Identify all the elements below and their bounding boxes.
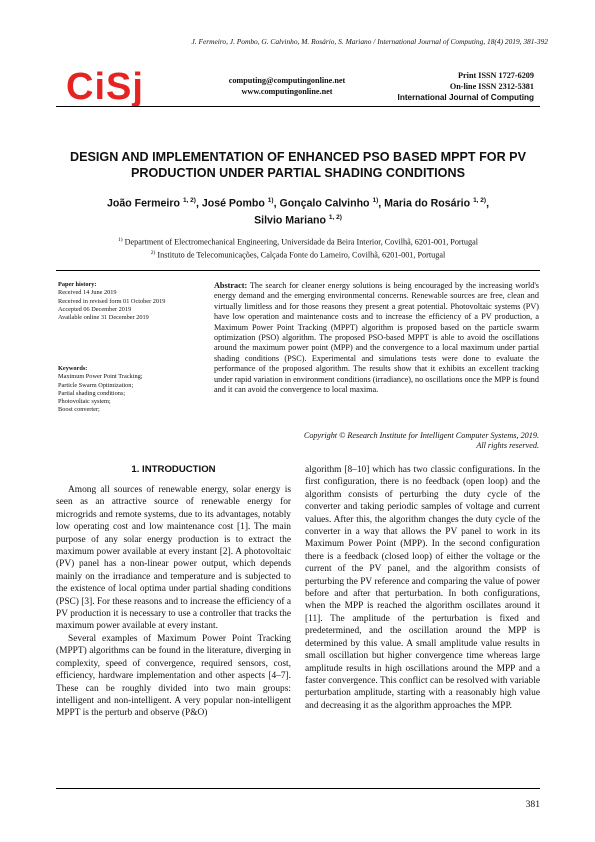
affiliation-mark: 1): [117, 237, 123, 243]
keywords: [58, 365, 198, 415]
author-affiliation-mark: 1): [267, 197, 274, 204]
front-matter-divider: [56, 270, 540, 271]
author-name: João Fermeiro: [106, 197, 180, 210]
contact-email[interactable]: computing@computingonline.net: [228, 76, 346, 85]
affiliation-mark: 2): [150, 249, 156, 256]
online-issn: On-line ISSN 2312-5381: [449, 82, 534, 91]
copyright-line: Copyright © Research Institute for Intelligent Computer Systems, 2019.: [303, 431, 539, 440]
keywords-title: Keywords:: [58, 365, 88, 372]
affiliations: [56, 235, 540, 260]
abstract-label: Abstract:: [214, 281, 248, 290]
copyright-line: All rights reserved.: [476, 441, 539, 451]
running-head: J. Fermeiro, J. Pombo, G. Calvinho, M. Rosário, S. Mariano / International Journal of Computing, 18(4) 2019, 381-392: [191, 37, 548, 46]
history-title: Paper history:: [58, 281, 97, 288]
journal-contact: [202, 75, 372, 97]
page-number: 381: [525, 799, 540, 810]
author-name: Silvio Mariano: [254, 214, 326, 227]
body-paragraph: Several examples of Maximum Power Point Tracking (MPPT) algorithms can be found in the literature, diverging in complexity, speed of convergence, required sensors, cost, efficiency, hardware implementation and other aspects [4–7]. These can be roughly divided into two main groups: intelligent and non-intelligent. A very popular non-intelligent MPPT is the perturb and observe (P&O): [56, 633, 291, 719]
keyword-item: Photovoltaic system;: [58, 398, 111, 406]
keyword-item: Partial shading conditions;: [58, 389, 126, 397]
abstract: [214, 281, 539, 395]
author-affiliation-mark: 1, 2): [473, 197, 487, 204]
history-item: Available online 31 December 2019: [58, 314, 149, 322]
author-affiliation-mark: 1, 2): [182, 197, 196, 204]
history-item: Received in revised form 01 October 2019: [58, 297, 166, 305]
paper-history: [58, 281, 198, 322]
copyright: [214, 431, 539, 452]
footer-divider: [56, 788, 540, 789]
keyword-item: Particle Swarm Optimization;: [58, 381, 134, 389]
logo-text: CiSj: [66, 66, 144, 106]
affiliation-line: [56, 235, 540, 248]
paper-title: DESIGN AND IMPLEMENTATION OF ENHANCED PSO BASED MPPT FOR PV PRODUCTION UNDER PARTIAL SHADING CONDITIONS: [70, 150, 526, 180]
issn-block: [372, 70, 534, 103]
journal-logo: [66, 66, 162, 106]
section-heading: 1. INTRODUCTION: [131, 464, 216, 475]
keyword-item: Boost converter;: [58, 406, 100, 414]
body-left-column: [56, 464, 291, 720]
journal-name: International Journal of Computing: [397, 93, 534, 102]
history-item: Received 14 June 2019: [58, 289, 117, 297]
author-name: Gonçalo Calvinho: [279, 197, 370, 210]
contact-website[interactable]: www.computingonline.net: [241, 87, 333, 96]
affiliation-line: [56, 248, 540, 261]
body-right-column: [305, 464, 540, 712]
abstract-text: The search for cleaner energy solutions is being encouraged by the increasing world's energy demand and the emerging environmental concerns. Renewable sources are free, clean and virtually limitless and for those reasons they present a great potential. Photovoltaic systems (PV) have low operation and maintenance costs and to increase the efficiency of a PV production, a Maximum Power Point Tracking (MPPT) algorithm is proposed based on the particle swarm optimization (PSO) algorithm. The proposed PSO-based MPPT is able to avoid the oscillations around the maximum power point (MPP) and the convergence to a local maximum under partial shading conditions (PSC). Experimental and simulations tests were done to evaluate the performance of the proposed algorithm. The results show that it exhibits an excellent tracking under rapid variation in environment conditions (irradiance), no oscillations once the MPP is found and it can avoid the convergence to local maxima.: [214, 281, 539, 395]
author-affiliation-mark: 1, 2): [328, 213, 342, 221]
body-paragraph: Among all sources of renewable energy, solar energy is seen as an attractive source of renewable energy for microgrids and remote systems, due to its advantages, notably low operating cost and low maintenance cost [1]. The main purpose of any solar energy production is to extract the maximum power available at every instant [2]. A photovoltaic (PV) panel has a non-linear power output, which depends mainly on the irradiance and temperature and is subjected to the existence of local optima under partial shading conditions (PSC) [3]. For these reasons and to increase the efficiency of a PV production it is necessary to use a controller that tracks the maximum power available at every instant.: [56, 485, 291, 632]
affiliation-text: Department of Electromechanical Engineering, Universidade da Beira Interior, Covilhã, 6201-001, Portugal: [124, 237, 479, 247]
header-divider: [56, 106, 540, 107]
author-name: José Pombo: [201, 197, 265, 210]
body-paragraph: algorithm [8–10] which has two classic configurations. In the first configuration, there is no feedback (open loop) and the algorithm consists of perturbing the duty cycle of the converter and taking periodic samples of voltage and current values. After this, the algorithm changes the duty cycle of the converter in a way that allows the PV panel to work in its Maximum Power Point (MPP). In the second configuration there is a feedback (closed loop) of either the voltage or the current of the PV panel, and the algorithm consists of perturbing the PV reference and comparing the value of power before and after that perturbation. In both configurations, when the MPP is reached the algorithm oscillates around it [11]. The amplitude of the perturbation is fixed and predetermined, and the oscillation around the MPP is determined by this value. A small amplitude value results in small oscillation but higher convergence time whereas large amplitude results in high oscillations around the MPP and a faster convergence. This conflict can be resolved with variable perturbation amplitude, starting with a reasonably high value and decreasing it as the algorithm approaches the MPP.: [305, 465, 540, 711]
affiliation-text: Instituto de Telecomunicações, Calçada Fonte do Lameiro, Covilhã, 6201-001, Portugal: [157, 250, 446, 260]
author-name: Maria do Rosário: [384, 197, 471, 210]
author-affiliation-mark: 1): [372, 197, 379, 204]
author-list: João Fermeiro $^{1, 2)}$, José Pombo $^{1)}$, Gonçalo Calvinho $^{1)}$, Maria do Rosário $^{1, 2)}$, Silvio Mariano $^{1, 2)}$: [106, 197, 490, 227]
print-issn: Print ISSN 1727-6209: [458, 71, 534, 80]
keyword-item: Maximum Power Point Tracking;: [58, 373, 143, 381]
history-item: Accepted 06 December 2019: [58, 305, 132, 313]
